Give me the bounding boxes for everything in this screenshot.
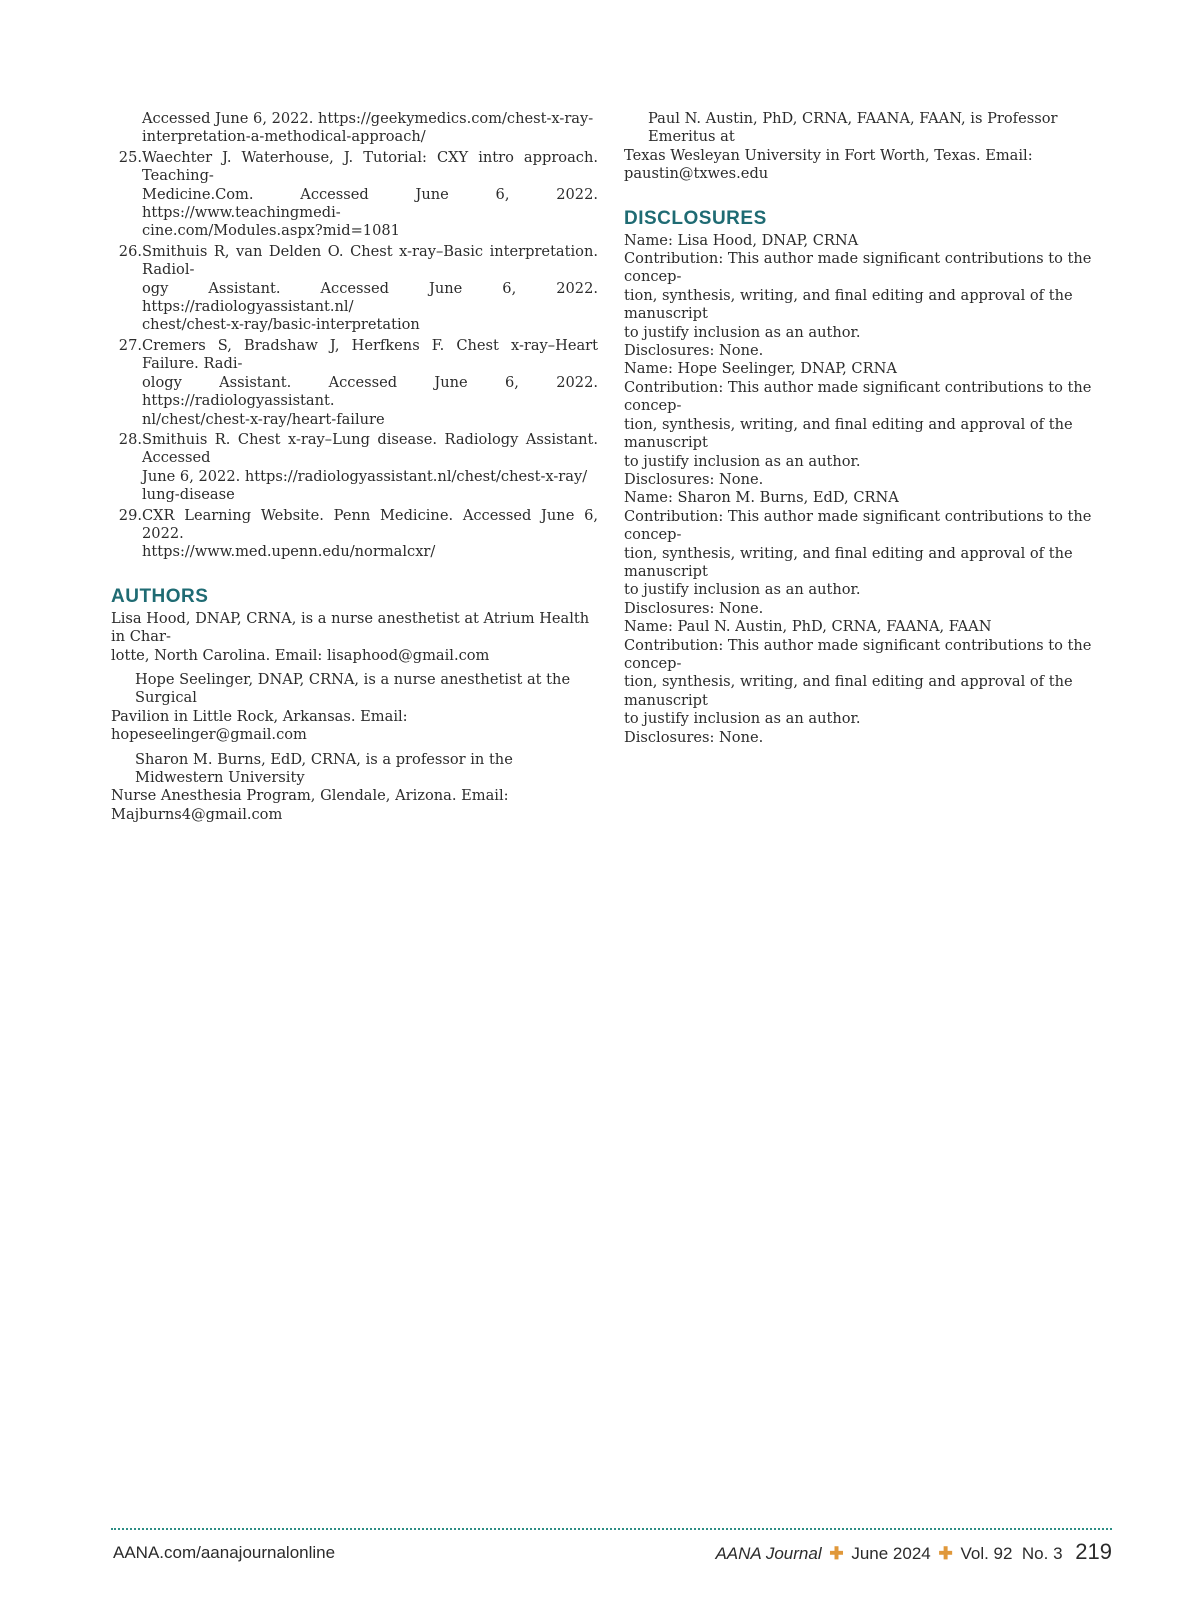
reference-text: Cremers S, Bradshaw J, Herfkens F. Chest x-ray–Heart Failure. Radi- ology Assistant. Accessed June 6, 2022. https://radiologyassistant. nl/chest/chest-x-ray/heart-failure — [142, 336, 598, 428]
disclosure-name: Name: Lisa Hood, DNAP, CRNA — [624, 231, 859, 249]
text-line: Accessed June 6, 2022. https://geekymedics.com/chest-x-ray- — [142, 110, 594, 127]
reference-item — [111, 507, 598, 562]
footer-dotted-rule — [111, 1528, 1112, 1530]
plus-separator-icon: ✚ — [938, 1544, 953, 1563]
reference-text: CXR Learning Website. Penn Medicine. Accessed June 6, 2022. https://www.med.upenn.edu/normalcxr/ — [142, 506, 598, 561]
journal-name: AANA Journal — [715, 1544, 822, 1563]
plus-separator-icon: ✚ — [829, 1544, 844, 1563]
disclosure-name: Name: Hope Seelinger, DNAP, CRNA — [624, 360, 897, 378]
disclosure-entry: Name: Paul N. Austin, PhD, CRNA, FAANA, FAAN Contribution: This author made significant contributions to the concep- tion, synthesis, writing, and final editing and approval of the manuscript to justify inclusion as an author. Disclosures: None. — [624, 618, 1112, 747]
disclosure-entry: Name: Sharon M. Burns, EdD, CRNA Contribution: This author made significant contributions to the concep- tion, synthesis, writing, and final editing and approval of the manuscript to justify inclusion as an author. Disclosures: None. — [624, 489, 1112, 618]
disclosure-value: Disclosures: None. — [624, 342, 764, 360]
disclosure-value: Disclosures: None. — [624, 728, 764, 746]
disclosures-heading: DISCLOSURES — [624, 207, 767, 229]
reference-text: Smithuis R. Chest x-ray–Lung disease. Radiology Assistant. Accessed June 6, 2022. https://radiologyassistant.nl/chest/chest-x-ray/ lung-disease — [142, 430, 598, 504]
disclosure-value: Disclosures: None. — [624, 599, 764, 617]
footer-website-link[interactable]: AANA.com/aanajournalonline — [113, 1543, 336, 1562]
left-column — [111, 110, 598, 824]
issue-date: June 2024 — [851, 1544, 931, 1563]
disclosure-name: Name: Paul N. Austin, PhD, CRNA, FAANA, FAAN — [624, 618, 992, 636]
author-paragraph: Sharon M. Burns, EdD, CRNA, is a professor in the Midwestern University Nurse Anesthesia Program, Glendale, Arizona. Email: Majburns4@gmail.com — [111, 750, 513, 823]
disclosure-entry: Name: Lisa Hood, DNAP, CRNA Contribution: This author made significant contributions to the concep- tion, synthesis, writing, and final editing and approval of the manuscript to justify inclusion as an author. Disclosures: None. — [624, 232, 1112, 361]
reference-number: 25. — [118, 148, 142, 166]
volume-issue: Vol. 92 No. 3 — [960, 1544, 1063, 1563]
page-footer — [111, 1528, 1112, 1565]
reference-number: 28. — [118, 430, 142, 448]
reference-item — [111, 243, 598, 335]
reference-number: 27. — [118, 336, 142, 354]
author-paragraph: Lisa Hood, DNAP, CRNA, is a nurse anesthetist at Atrium Health in Char- lotte, North Carolina. Email: lisaphood@gmail.com — [111, 609, 590, 664]
page-number: 219 — [1075, 1539, 1112, 1564]
reference-text: Waechter J. Waterhouse, J. Tutorial: CXY intro approach. Teaching- Medicine.Com. Accessed June 6, 2022. https://www.teachingmedi- cine.com/Modules.aspx?mid=1081 — [142, 148, 598, 240]
reference-list — [111, 149, 598, 562]
reference-item — [111, 149, 598, 241]
disclosure-name: Name: Sharon M. Burns, EdD, CRNA — [624, 489, 899, 507]
text-line: interpretation-a-methodical-approach/ — [142, 128, 426, 146]
reference-number: 29. — [118, 506, 142, 524]
disclosure-entry: Name: Hope Seelinger, DNAP, CRNA Contribution: This author made significant contributions to the concep- tion, synthesis, writing, and final editing and approval of the manuscript to justify inclusion as an author. Disclosures: None. — [624, 360, 1112, 489]
disclosure-value: Disclosures: None. — [624, 470, 764, 488]
reference-item — [111, 431, 598, 505]
author-paragraph: Hope Seelinger, DNAP, CRNA, is a nurse anesthetist at the Surgical Pavilion in Little Rock, Arkansas. Email: hopeseelinger@gmail.com — [111, 670, 571, 744]
reference-item — [111, 337, 598, 429]
reference-number: 26. — [118, 242, 142, 260]
author-paragraph: Paul N. Austin, PhD, CRNA, FAANA, FAAN, is Professor Emeritus at Texas Wesleyan University in Fort Worth, Texas. Email: paustin@txwes.edu — [624, 110, 1058, 183]
right-column — [624, 110, 1112, 747]
reference-continued — [111, 110, 598, 147]
footer-citation — [715, 1539, 1112, 1565]
reference-text: Smithuis R, van Delden O. Chest x-ray–Basic interpretation. Radiol- ogy Assistant. Accessed June 6, 2022. https://radiologyassistant.nl/ chest/chest-x-ray/basic-interpretation — [142, 242, 598, 334]
authors-heading: AUTHORS — [111, 585, 209, 607]
